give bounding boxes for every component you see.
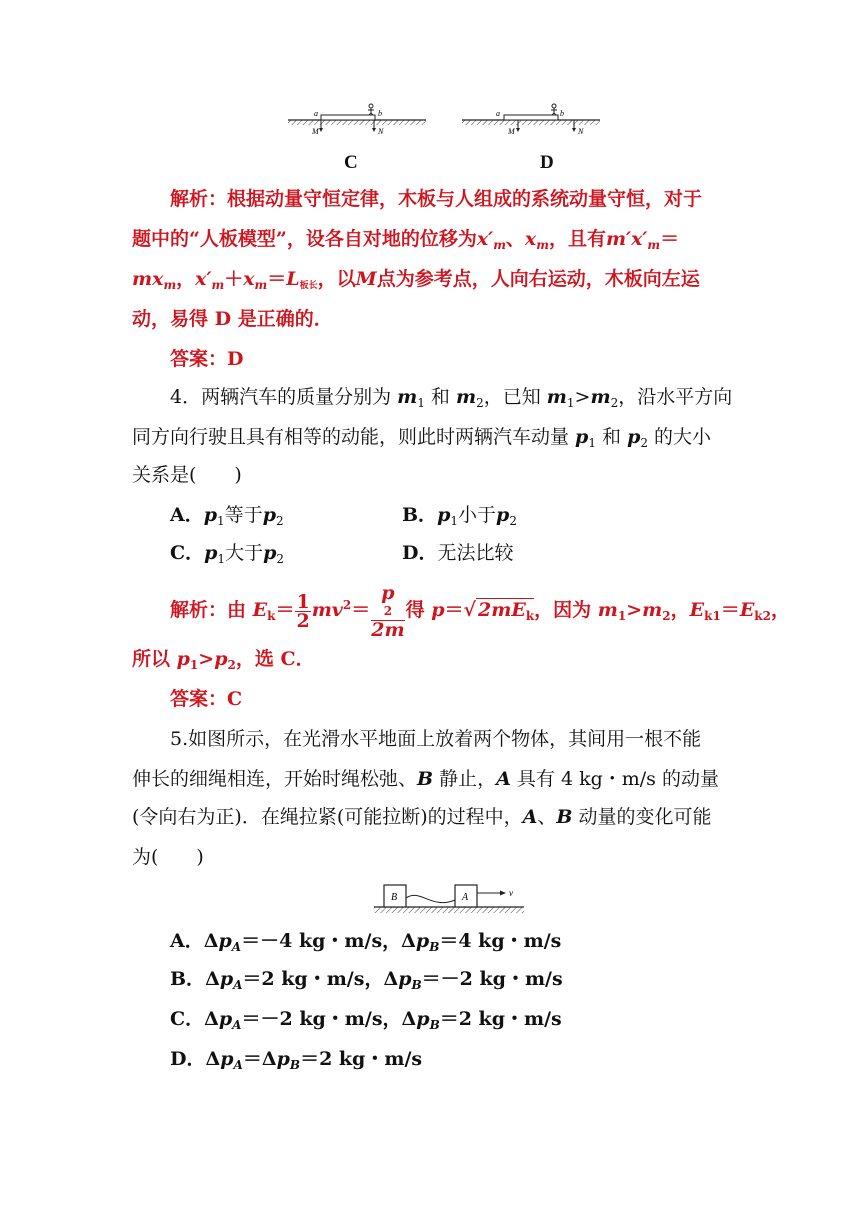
figure-c-label-b: b bbox=[378, 109, 382, 118]
q4-stem-line1: 4．两辆汽车的质量分别为 $m_1$ 和 $m_2$，已知 $m_1>m_2$，沿水平方向 bbox=[170, 386, 733, 410]
figure-d-label-b: b bbox=[560, 109, 564, 118]
q3-analysis-line3: $mx_m$，$x'_m+x_m=L$板长，以M点为参考点，人向右运动，木板向左运 bbox=[132, 268, 700, 292]
q4-option-d[interactable]: D．无法比较 bbox=[402, 542, 514, 564]
q5-figure bbox=[372, 876, 530, 916]
q3-analysis-line4: 动，易得 D 是正确的． bbox=[132, 308, 333, 330]
q3-answer: 答案：D bbox=[170, 348, 244, 370]
q4-option-a[interactable]: A．$p_1$等于$p_2$ bbox=[170, 504, 284, 528]
q5-option-d[interactable]: D．$\Delta p_A=\Delta p_B=2$ kg・m/s bbox=[170, 1048, 423, 1072]
q4-option-c[interactable]: C．$p_1$大于$p_2$ bbox=[170, 542, 285, 566]
q5-option-b[interactable]: B．$\Delta p_A=2$ kg・m/s，$\Delta p_B=-2$ kg・m/s bbox=[170, 968, 563, 992]
figure-c-caption: C bbox=[344, 152, 358, 173]
figure-d-label-M: M bbox=[508, 127, 515, 136]
q5-option-c[interactable]: C．$\Delta p_A=-2$ kg・m/s，$\Delta p_B=2$ kg・m/s bbox=[170, 1008, 562, 1032]
q5-stem-line3: (令向右为正)．在绳拉紧(可能拉断)的过程中，A、B 动量的变化可能 bbox=[132, 806, 712, 828]
q4-analysis-line2: 所以 $p_1>p_2$，选 C． bbox=[132, 648, 315, 672]
figure-c-label-N: N bbox=[378, 127, 384, 136]
block-a-label: A bbox=[462, 892, 469, 903]
q3-analysis-line1: 解析：根据动量守恒定律，木板与人组成的系统动量守恒，对于 bbox=[170, 188, 703, 210]
figure-d bbox=[462, 100, 602, 140]
figure-c bbox=[288, 100, 428, 140]
q4-stem-line2: 同方向行驶且具有相等的动能，则此时两辆汽车动量 $p_1$ 和 $p_2$ 的大小 bbox=[132, 426, 712, 450]
figure-d-label-a: a bbox=[496, 109, 500, 118]
q5-stem-line2: 伸长的细绳相连，开始时绳松弛、B 静止，A 具有 4 kg・m/s 的动量 bbox=[132, 768, 719, 790]
q5-stem-line4: 为( ) bbox=[132, 846, 204, 868]
velocity-label: v bbox=[509, 888, 513, 898]
q4-analysis-line1: 解析：由 $E_k=$ $\frac{1}{2}$ $mv^2=$ p 2 2m 得 p＝√ $2mE_k$，因为 $m_1>m_2$，$E_{k1}=E_{k2}$， bbox=[170, 581, 790, 641]
figure-c-label-M: M bbox=[312, 127, 319, 136]
block-b-label: B bbox=[391, 892, 398, 903]
figure-d-caption: D bbox=[540, 152, 554, 173]
q4-option-b[interactable]: B．$p_1$小于$p_2$ bbox=[402, 504, 517, 528]
q4-stem-line3: 关系是( ) bbox=[132, 464, 242, 486]
q5-option-a[interactable]: A．$\Delta p_A=-4$ kg・m/s，$\Delta p_B=4$ kg・m/s bbox=[170, 930, 562, 954]
figure-c-label-a: a bbox=[314, 109, 318, 118]
q3-analysis-line2: 题中的“人板模型”，设各自对地的位移为$x'_m$、$x_m$，且有$m'x'_m=$ bbox=[132, 228, 680, 252]
q4-answer: 答案：C bbox=[170, 688, 243, 710]
figure-d-label-N: N bbox=[578, 127, 584, 136]
q5-stem-line1: 5.如图所示，在光滑水平地面上放着两个物体，其间用一根不能 bbox=[170, 728, 702, 750]
